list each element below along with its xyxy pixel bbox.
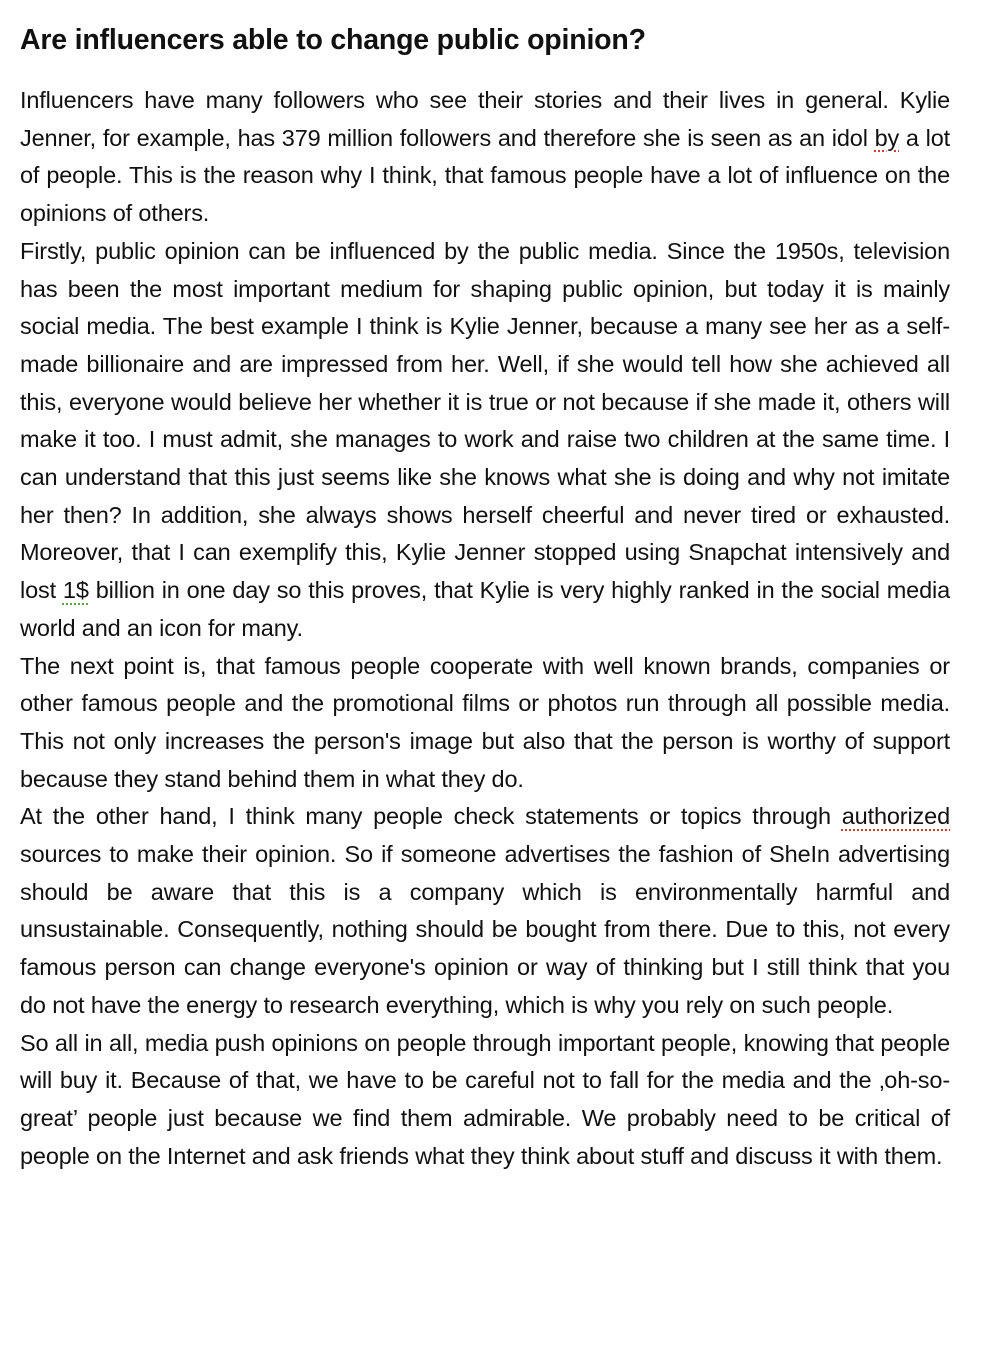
paragraph [20,648,950,799]
document [20,20,950,1175]
spelling-error-word[interactable]: by [874,124,900,151]
document-body [20,82,950,1175]
spelling-error-word[interactable]: authorized [841,803,950,830]
paragraph [20,233,950,648]
paragraph [20,1025,950,1176]
document-title: Are influencers able to change public opinion? [20,24,646,56]
paragraph [20,82,950,233]
paragraph-text: Influencers have many followers who see their stories and their lives in general. Kylie Jenner, for example, has 379 million followers and therefore she is seen as an idol [20,87,950,151]
paragraph [20,798,950,1024]
paragraph-text: billion in one day so this proves, that Kylie is very highly ranked in the social media world and an icon for many. [20,577,950,641]
paragraph-text: The next point is, that famous people cooperate with well known brands, companies or other famous people and the promotional films or photos run through all possible media. This not only increases the person's image but also that the person is worthy of support because they stand behind them in what they do. [20,652,950,792]
paragraph-text: So all in all, media push opinions on people through important people, knowing that people will buy it. Because of that, we have to be careful not to fall for the media and the ‚oh-so-great’ people just because we find them admirable. We probably need to be critical of people on the Internet and ask friends what they think about stuff and discuss it with them. [20,1029,950,1169]
paragraph-text: sources to make their opinion. So if someone advertises the fashion of SheIn advertising should be aware that this is a company which is environmentally harmful and unsustainable. Consequently, nothing should be bought from there. Due to this, not every famous person can change everyone's opinion or way of thinking but I still think that you do not have the energy to research everything, which is why you rely on such people. [20,841,950,1018]
grammar-suggestion-word[interactable]: 1$ [62,577,89,604]
paragraph-text: Firstly, public opinion can be influenced by the public media. Since the 1950s, television has been the most important medium for shaping public opinion, but today it is mainly social media. The best example I think is Kylie Jenner, because a many see her as a self-made billionaire and are impressed from her. Well, if she would tell how she achieved all this, everyone would believe her whether it is true or not because if she made it, others will make it too. I must admit, she manages to work and raise two children at the same time. I can understand that this just seems like she knows what she is doing and why not imitate her then? In addition, she always shows herself cheerful and never tired or exhausted. Moreover, that I can exemplify this, Kylie Jenner stopped using Snapchat intensively and lost [20,237,950,604]
paragraph-text: a lot of people. This is the reason why I think, that famous people have a lot of influence on the opinions of others. [20,124,950,227]
paragraph-text: At the other hand, I think many people check statements or topics through [20,803,842,830]
